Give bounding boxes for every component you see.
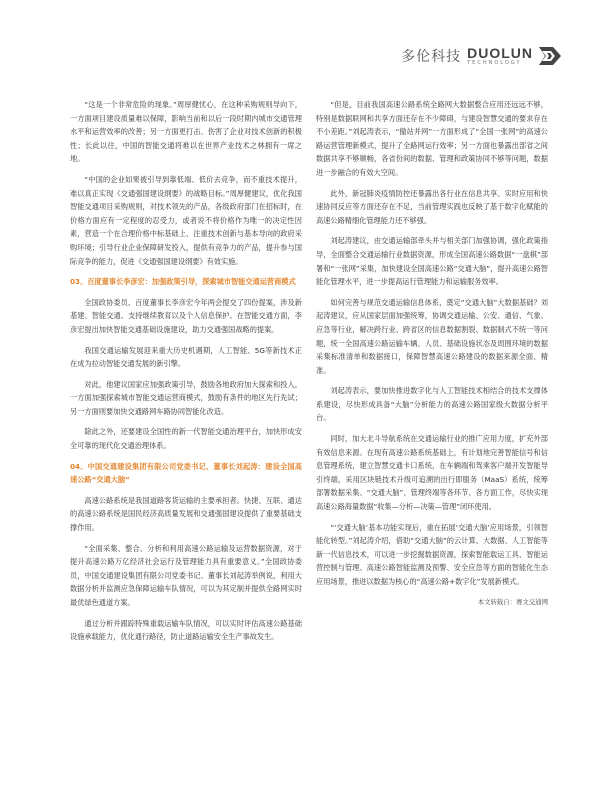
paragraph: 通过分析并跟踪特殊重载运输车队情况，可以实时评估高速公路基础设施承载能力，优化通行路径，防止道路运输安全生产事故发生。 <box>70 618 302 642</box>
brand-name-en-main: DUOLUN <box>467 45 533 61</box>
brand-name-cn: 多伦科技 <box>401 49 462 65</box>
paragraph: “中国的企业如果被引导到靠低端、低价去竞争，而不重技术提升，难以真正实现《交通强国建设纲要》的战略目标。”周厚健建议，优化我国智能交通项目采购规则，对技术领先的产品，各级政府部门在招标时，在价格方面应有一定程度的忍受力，或者说不将价格作为唯一的决定性因素，营造一个在合理价格中标基础上、注重技术创新与基本导向的政府采购环境；引导行业企业保障研发投入，提供有竞争力的产品，提升参与国际竞争的能力，促进《交通强国建设纲要》有效实施。 <box>70 174 302 266</box>
paragraph: “全面采集、整合、分析和利用高速公路运输及运营数据资源，对于提升高速公路万亿经济社会运行及管理能力具有重要意义。”全国政协委员，中国交通建设集团有限公司党委书记、董事长刘起涛举例说，利用大数据分析并监测应急保障运输车队情况，可以为其定制并提供全路网实时最优绿色通道方案。 <box>70 543 302 607</box>
paragraph: “但是，目前我国高速公路系统全路网大数据整合应用还远远不够，特别是数据联网和共享方面还存在不少障碍，与建设智慧交通的要求存在不小差距。”刘起涛表示，“撤站并网”一方面形成了“全国一张网”的高速公路运营管理新模式，提升了全路网运行效率；另一方面也暴露出部省之间数据共享不够顺畅，各省份间的数据、管理和政策协同不够等问题，数据进一步融合的有效大空间。 <box>316 100 548 177</box>
paragraph: 刘起涛建议，由交通运输部牵头并与相关部门加强协调，强化政策指导，全面整合交通运输行业数据资源，形成全国高速公路数据“一盘棋”部署和“一张网”采集，加快建设全国高速公路“交通大脑”，提升高速公路智能化管理水平，进一步提高运行管理能力和运输服务效率。 <box>316 236 548 287</box>
paragraph: “‘交通大脑’基本功能实现后，重在拓展‘交通大脑’应用场景，引领智能化转型。”刘起涛介绍，借助“交通大脑”的云计算、大数据、人工智能等新一代信息技术，可以进一步挖掘数据资源，探索智能载运工具、智能运营控制与管理、高速公路智能监测及预警、安全应急等方面的智能化生态应用场景，推进以数据为核心的“高速公路+数字化”发展新模式。 <box>316 522 548 586</box>
brand-name-en-sub: TECHNOLOGY <box>467 60 522 66</box>
paragraph: 如何完善与规范交通运输信息体系，奠定“交通大脑”大数据基础？刘起涛建议，应从国家层面加强统筹，协调交通运输、公安、通信、气象、应急等行业，解决跨行业、跨省区的信息数据割裂、数据制式不统一等问题，统一全国高速公路运输车辆、人员、基础设施状态及周围环境的数据采集标准清单和数据接口，保障智慧高速公路建设的数据来源全面、精准。 <box>316 297 548 375</box>
article-column-right <box>316 98 548 609</box>
paragraph: 除此之外，还要建设全国性的新一代智能交通治理平台，加快形成安全可靠的现代化交通治理体系。 <box>70 427 302 451</box>
paragraph: 我国交通运输发展迎来重大历史机遇期，人工智能、5G等新技术正在成为拉动智能交通发展的新引擎。 <box>70 345 302 369</box>
duolun-logo-icon <box>539 47 561 65</box>
section-heading: 03、百度董事长李彦宏：加强政策引导，探索城市智能交通运营商模式 <box>70 277 296 287</box>
paragraph: 刘起涛表示，要加快推进数字化与人工智能技术相结合的技术支撑体系建设，尽快形成具备“大脑”分析能力的高速公路国家级大数据分析平台。 <box>316 386 548 423</box>
section-heading: 04、中国交通建设集团有限公司党委书记、董事长刘起涛：建设全国高速公路“交通大脑” <box>70 461 302 485</box>
paragraph: “这是一个非常危险的现象。”周厚健忧心，在这种采购规则导向下，一方面项目建设质量难以保障，影响当前和以后一段时期内城市交通管理水平和运营效率的改善；另一方面更打击、伤害了企业对技术创新的积极性；长此以往，中国的智能交通将难以在世界产业技术之林拥有一席之地。 <box>70 100 302 164</box>
paragraph: 全国政协委员、百度董事长李彦宏今年两会提交了四份提案，涉及新基建、智能交通、支持继续教育以及个人信息保护。在智能交通方面，李彦宏提出加快智能交通基础设施建设，助力交通强国战略的提案。 <box>70 297 302 334</box>
paragraph: 对此，他建议国家应加强政策引导，鼓励各地政府加大探索和投入，一方面加强探索城市智能交通运营商模式，鼓励有条件的地区先行先试；另一方面则要加快交通路网车路协同智能化改造。 <box>70 379 302 416</box>
brand-name-en <box>467 46 533 66</box>
paragraph: 高速公路系统是我国道路客货运输的主要承担者。快捷、互联、通达的高速公路系统是国民经济高质量发展和交通强国建设提供了重要基础支撑作用。 <box>70 495 302 533</box>
brand-header <box>401 46 561 66</box>
paragraph: 同时，加大北斗导航系统在交通运输行业的推广应用力度，扩充外部有效信息来源。在现有高速公路系统基础上，有计划地完善智能信号和信息管理系统，建立智慧交通卡口系统，在车辆端和驾乘客户端开发智能导引终端，采用区块链技术升级可追溯的出行即服务（MaaS）系统，统筹部署数据采集、“交通大脑”、管理终端等各环节、各方面工作，尽快实现高速公路海量数据“收集—分析—决策—管理”闭环使用。 <box>316 434 548 512</box>
article-column-left <box>70 98 302 651</box>
source-credit: 本文转载自：赛文交通网 <box>477 597 548 606</box>
paragraph: 此外，新冠肺炎疫情防控还暴露出各行业在信息共享、实时应用和快速协同反应等方面还存在不足，当前管理实践也反映了基于数字化赋能的高速公路精细化管理能力还不够强。 <box>316 188 548 225</box>
